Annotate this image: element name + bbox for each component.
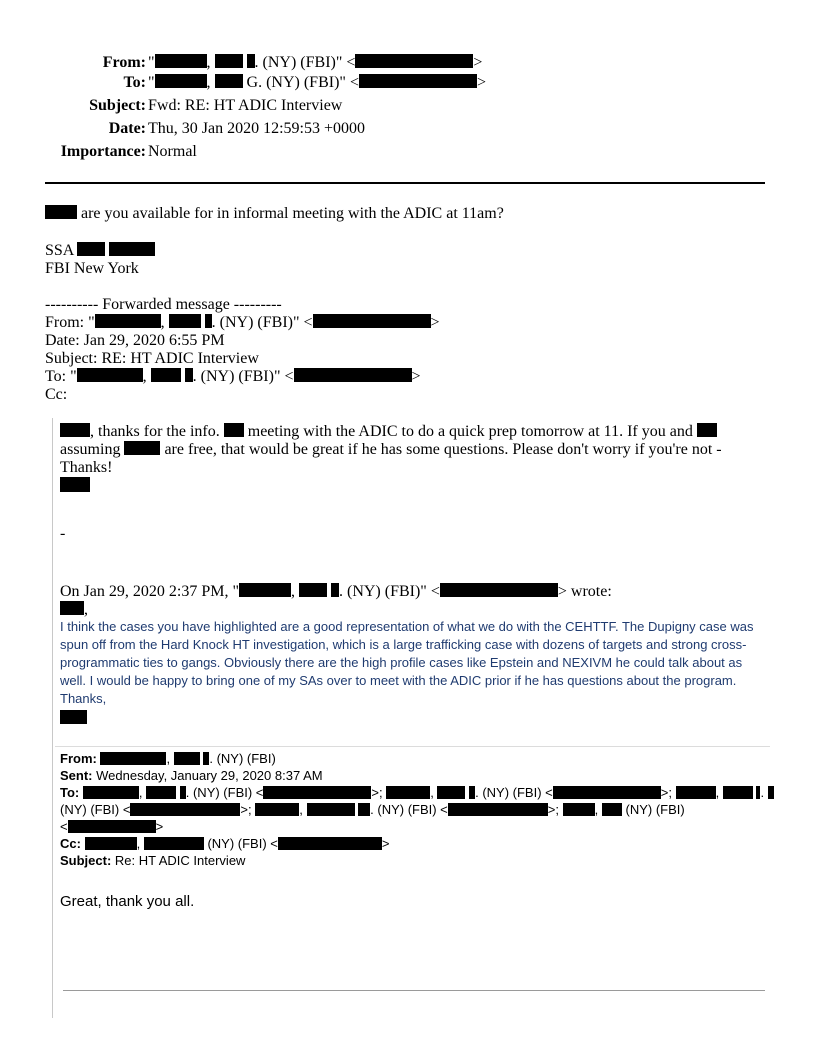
text: G. (NY) (FBI)" < <box>246 74 359 91</box>
quoted-on-line <box>60 583 612 601</box>
text: . (NY) (FBI) <box>209 751 276 766</box>
text: , <box>160 314 165 331</box>
redaction-block <box>676 786 716 799</box>
redaction-block <box>723 786 753 799</box>
text: SSA <box>45 242 74 259</box>
header-subject-value: Fwd: RE: HT ADIC Interview <box>148 97 343 114</box>
quote-bar <box>52 418 53 1018</box>
text: , <box>206 74 211 91</box>
redaction-block <box>224 423 244 437</box>
text: . (NY) (FBI)" < <box>211 314 313 331</box>
redaction-block <box>697 423 717 437</box>
text: , <box>290 583 295 600</box>
redaction-block <box>144 837 204 850</box>
orig-message: Great, thank you all. <box>60 893 195 910</box>
orig-to-line-2 <box>60 802 685 817</box>
text: " <box>148 54 155 71</box>
redaction-block <box>355 54 473 68</box>
text: . (NY) (FBI) < <box>370 802 448 817</box>
text: assuming <box>60 441 121 458</box>
quoted-signature <box>60 710 87 728</box>
redaction-block <box>60 710 87 724</box>
text: >; <box>660 785 672 800</box>
redaction-block <box>151 368 181 382</box>
redaction-block <box>130 803 240 816</box>
redaction-block <box>448 803 548 816</box>
orig-to-line-1 <box>60 785 774 800</box>
redaction-block <box>239 583 291 597</box>
redaction-block <box>440 583 558 597</box>
text: . (NY) (FBI)" < <box>254 54 356 71</box>
reply-signature <box>60 477 90 496</box>
text: To: " <box>45 368 77 385</box>
text: Subject: <box>60 853 112 868</box>
redaction-block <box>602 803 622 816</box>
redaction-block <box>563 803 595 816</box>
reply-dash: - <box>60 525 66 542</box>
text: > <box>473 54 483 71</box>
redaction-block <box>215 74 243 88</box>
forwarded-banner: ---------- Forwarded message --------- <box>45 296 282 313</box>
quoted-salutation <box>60 601 88 619</box>
redaction-block <box>85 837 137 850</box>
redaction-block <box>263 786 371 799</box>
text: , <box>142 368 147 385</box>
header-subject-label: Subject: <box>89 97 146 114</box>
redaction-block <box>60 477 90 492</box>
redaction-block <box>358 803 370 816</box>
reply-line-1 <box>60 423 717 441</box>
reply-thanks: Thanks! <box>60 459 113 476</box>
redaction-block <box>307 803 355 816</box>
redaction-block <box>155 54 207 68</box>
text: , <box>138 785 143 800</box>
redaction-block <box>155 74 207 88</box>
redaction-block <box>95 314 161 328</box>
orig-sent <box>60 768 323 783</box>
redaction-block <box>299 583 327 597</box>
text: (NY) (FBI) < <box>207 836 278 851</box>
text: >; <box>371 785 383 800</box>
text: On Jan 29, 2020 2:37 PM, " <box>60 583 239 600</box>
redaction-block <box>77 368 143 382</box>
text: . (NY) (FBI) < <box>185 785 264 800</box>
text: . (NY) (FBI) < <box>475 785 553 800</box>
redaction-block <box>437 786 465 799</box>
redaction-block <box>77 242 105 256</box>
text: >; <box>240 802 252 817</box>
forwarded-subject: Subject: RE: HT ADIC Interview <box>45 350 259 367</box>
header-date-value: Thu, 30 Jan 2020 12:59:53 +0000 <box>148 120 366 137</box>
redaction-block <box>205 314 212 328</box>
redaction-block <box>294 368 412 382</box>
redaction-block <box>386 786 430 799</box>
text: (NY) (FBI) < <box>60 802 131 817</box>
header-to-label: To: <box>123 74 146 91</box>
text: , <box>715 785 720 800</box>
quoted-para-line-2: spun off from the Hard Knock HT investigation, which is a large trafficking case with dozens of targets and strong cross- <box>60 637 747 652</box>
text: (NY) (FBI) <box>625 802 685 817</box>
header-date-label: Date: <box>108 120 146 137</box>
redaction-block <box>169 314 201 328</box>
quoted-para-thanks: Thanks, <box>60 691 107 706</box>
text: meeting with the ADIC to do a quick prep tomorrow at 11. If you and <box>247 423 693 440</box>
redaction-block <box>215 54 243 68</box>
redaction-block <box>359 74 477 88</box>
text: > <box>155 819 164 834</box>
text: . (NY) (FBI)" < <box>338 583 440 600</box>
signature-office: FBI New York <box>45 260 139 277</box>
text: , <box>594 802 599 817</box>
orig-cc <box>60 836 389 851</box>
redaction-block <box>109 242 155 256</box>
redaction-block <box>45 205 77 219</box>
text: " <box>148 74 155 91</box>
text: To: <box>60 785 80 800</box>
text: are you available for in informal meeting with the ADIC at 11am? <box>81 205 504 222</box>
header-importance-label: Importance: <box>60 143 146 160</box>
text: , <box>206 54 211 71</box>
quoted-separator <box>55 746 770 747</box>
header-date-row <box>0 119 816 139</box>
redaction-block <box>146 786 176 799</box>
text: . (NY) (FBI)" < <box>192 368 294 385</box>
redaction-block <box>313 314 431 328</box>
text: . <box>760 785 765 800</box>
text: , <box>84 601 88 618</box>
text: , thanks for the info. <box>90 423 220 440</box>
redaction-block <box>331 583 339 597</box>
text: Sent: <box>60 768 93 783</box>
forwarded-cc: Cc: <box>45 386 68 403</box>
quoted-para-line-4: well. I would be happy to bring one of my SAs over to meet with the ADIC prior if he has questions about the program. <box>60 673 737 688</box>
reply-line-2 <box>60 441 722 459</box>
bottom-divider <box>63 990 765 991</box>
redaction-block <box>60 423 90 437</box>
redaction-block <box>247 54 255 68</box>
orig-subject <box>60 853 245 868</box>
text: < <box>60 819 68 834</box>
redaction-block <box>278 837 382 850</box>
text: , <box>136 836 141 851</box>
text: , <box>430 785 434 800</box>
redaction-block <box>174 752 200 765</box>
text: , <box>299 802 303 817</box>
orig-from <box>60 751 276 766</box>
redaction-block <box>768 786 774 799</box>
header-to-row <box>0 73 816 93</box>
quoted-para-line-1: I think the cases you have highlighted are a good representation of what we do with the CEHTTF. The Dupigny case was <box>60 619 754 634</box>
header-to-value <box>148 73 486 93</box>
header-divider <box>45 182 765 184</box>
redaction-block <box>553 786 661 799</box>
header-from-label: From: <box>102 54 146 71</box>
redaction-block <box>124 441 160 455</box>
text: Cc: <box>60 836 81 851</box>
redaction-block <box>68 820 156 833</box>
text: > <box>476 74 486 91</box>
header-from-value <box>148 53 482 73</box>
text: are free, that would be great if he has some questions. Please don't worry if you're not - <box>164 441 722 458</box>
redaction-block <box>255 803 299 816</box>
text: From: " <box>45 314 95 331</box>
redaction-block <box>83 786 139 799</box>
header-importance-row <box>0 142 816 162</box>
redaction-block <box>100 752 166 765</box>
header-from-row <box>0 53 816 73</box>
text: , <box>166 751 171 766</box>
body-line-1 <box>45 205 504 223</box>
forwarded-from <box>45 314 440 332</box>
text: Wednesday, January 29, 2020 8:37 AM <box>96 768 323 783</box>
orig-to-line-3 <box>60 819 163 834</box>
header-subject-row <box>0 96 816 116</box>
redaction-block <box>60 601 84 615</box>
forwarded-to <box>45 368 421 386</box>
text: From: <box>60 751 97 766</box>
header-importance-value: Normal <box>148 143 197 160</box>
text: > <box>430 314 440 331</box>
text: > <box>411 368 421 385</box>
text: >; <box>547 802 559 817</box>
text: > wrote: <box>557 583 612 600</box>
signature-title <box>45 242 155 260</box>
text: Re: HT ADIC Interview <box>114 853 246 868</box>
redaction-block <box>185 368 193 382</box>
forwarded-date: Date: Jan 29, 2020 6:55 PM <box>45 332 225 349</box>
text: > <box>381 836 390 851</box>
quoted-para-line-3: programmatic ties to gangs. Obviously there are the high profile cases like Epstein and NEXIVM he could talk about as <box>60 655 743 670</box>
